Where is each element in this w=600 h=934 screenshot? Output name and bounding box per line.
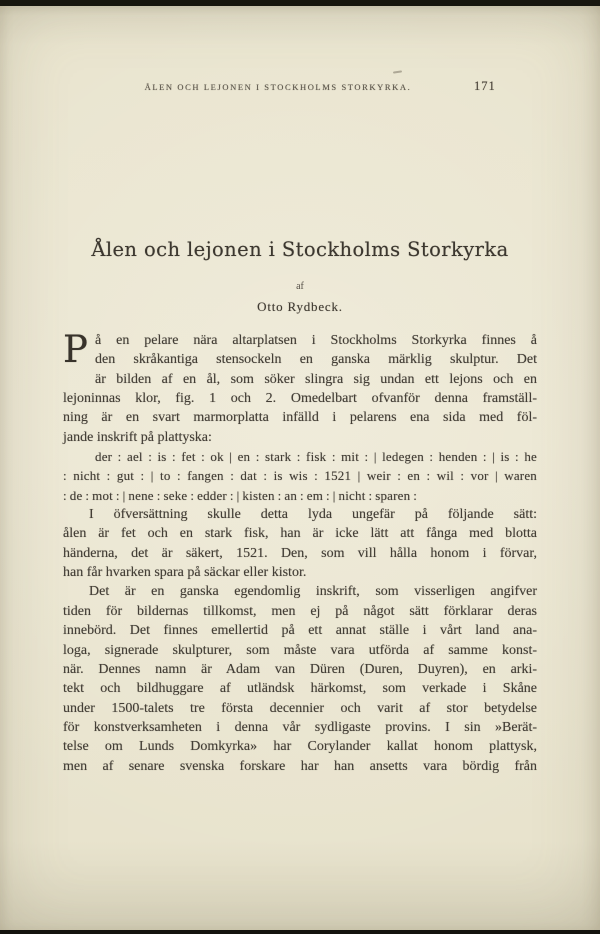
drop-cap: P: [63, 328, 88, 371]
text-line: men af senare svenska forskare har han ansetts vara bördig från: [63, 758, 537, 774]
running-title: ÅLEN OCH LEJONEN I STOCKHOLMS STORKYRKA.: [144, 82, 412, 92]
text-line: å en pelare nära altarplatsen i Stockholms Storkyrka finnes å: [95, 333, 537, 348]
text-line: för konstverksamheten i denna vår sydligaste provins. I sin »Berät-: [63, 719, 537, 735]
text-line: loga, signerade skulpturer, som måste vara utförda af samme konst-: [63, 642, 537, 658]
text-line: ålen är fet och en stark fisk, han är icke lätt att fånga med blotta: [63, 526, 537, 542]
text-line: när. Dennes namn är Adam van Düren (Duren, Duyren), en arki-: [63, 661, 537, 677]
text-line: jande inskrift på plattyska:: [63, 429, 212, 445]
inscription-line: : nicht : gut : | to : fangen : dat : is wis : 1521 | weir : en : wil : vor | waren: [63, 468, 537, 484]
scan-artifact: [393, 70, 402, 73]
byline-prefix: af: [296, 281, 304, 292]
text-line: telse om Lunds Domkyrka» har Corylander kallat honom plattysk,: [63, 739, 537, 755]
text-line: lejoninnas klor, fig. 1 och 2. Omedelbart ofvanför denna framställ-: [63, 391, 537, 407]
text-line: tekt och bildhuggare af utländsk härkomst, som verkade i Skåne: [63, 681, 537, 697]
page-number: 171: [474, 79, 496, 93]
text-line: händerna, det är säkert, 1521. Den, som vill hålla honom i förvar,: [63, 545, 537, 561]
text-line: Det är en ganska egendomlig inskrift, som visserligen angifver: [89, 584, 537, 600]
article-title: Ålen och lejonen i Stockholms Storkyrka: [91, 238, 509, 261]
scan-edge-bottom: [0, 930, 600, 934]
text-line: under 1500-talets tre första decennier och varit af stor betydelse: [63, 700, 537, 716]
text-line: den skråkantiga stensockeln en ganska märklig skulptur. Det: [95, 352, 537, 368]
author-name: Otto Rydbeck.: [257, 299, 343, 314]
inscription-line: der : ael : is : fet : ok | en : stark : fisk : mit : | ledegen : henden : | is : he: [95, 449, 537, 465]
text-line: tiden för bildernas tillkomst, men ej på något sätt förklarar deras: [63, 603, 537, 619]
paragraph-translation: [63, 505, 537, 582]
text-line: ning är en svart marmorplatta infälld i pelarens ena sida med föl-: [63, 410, 537, 426]
text-line: I öfversättning skulle detta lyda ungefär på följande sätt:: [89, 507, 537, 523]
paragraph-inscription: [63, 447, 537, 505]
text-line: innebörd. Det finnes emellertid på ett annat ställe i vårt land ana-: [63, 623, 537, 639]
text-line: är bilden af en ål, som söker slingra sig undan ett lejons och en: [95, 371, 537, 387]
inscription-line: : de : mot : | nene : seke : edder : | kisten : an : em : | nicht : sparen :: [63, 487, 418, 503]
scan-edge-top: [0, 0, 600, 6]
text-line: han får hvarken spara på säckar eller kistor.: [63, 565, 307, 581]
paragraph-discussion: [63, 582, 537, 775]
paragraph-intro: [63, 328, 537, 447]
article-body: [63, 328, 537, 776]
